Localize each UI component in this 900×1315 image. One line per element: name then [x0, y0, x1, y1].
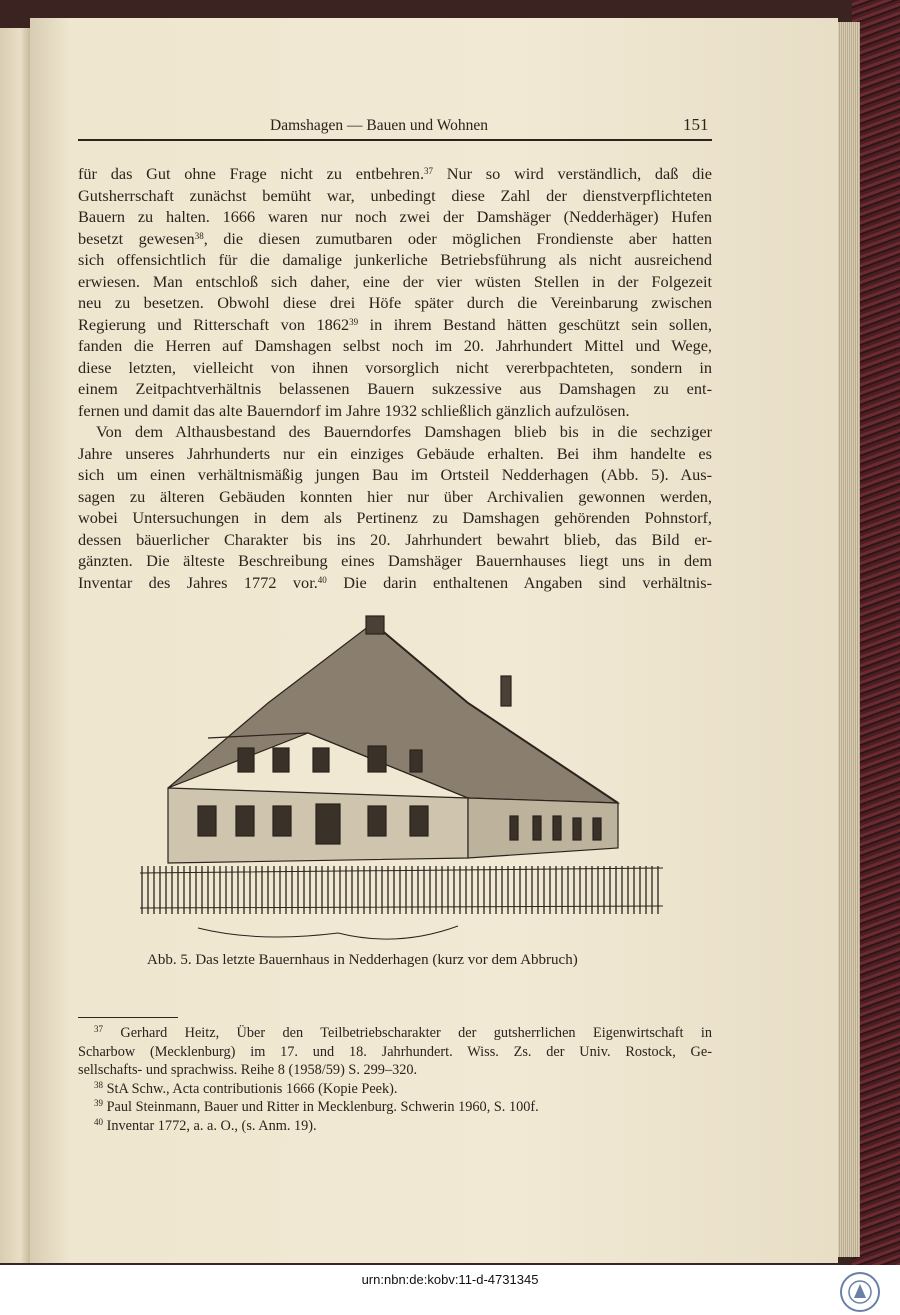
text-line	[78, 400, 712, 422]
text-segment: Jahre unseres Jahrhunderts nur ein einziges Gebäude erhalten. Bei ihm handelte es	[78, 443, 712, 463]
footnote-line	[78, 1098, 712, 1117]
text-segment: wobei Untersuchungen in dem als Pertinenz zu Damshagen gehörenden Pohnstorf,	[78, 508, 712, 527]
text-line	[78, 249, 712, 271]
text-segment: neu zu besetzen. Obwohl diese drei Höfe später durch die Vereinbarung zwischen	[78, 293, 712, 312]
footnote-rule	[78, 1017, 178, 1018]
page-number: 151	[683, 115, 709, 134]
footnote-marker[interactable]: 39	[94, 1098, 103, 1109]
text-segment: Die darin enthaltenen Angaben sind verhältnis-	[326, 572, 713, 592]
footnote-line	[78, 1061, 712, 1080]
text-line	[78, 443, 712, 465]
text-segment: in ihrem Bestand hätten geschützt sein sollen,	[358, 314, 712, 334]
chimney-rear	[501, 676, 511, 706]
text-line	[78, 486, 712, 508]
text-line	[78, 271, 712, 293]
text-segment: für das Gut ohne Frage nicht zu entbehren.	[78, 164, 425, 183]
text-line	[78, 464, 712, 486]
text-line	[78, 335, 712, 357]
text-segment: Inventar 1772, a. a. O., (s. Anm. 19).	[103, 1117, 317, 1134]
footnote-marker[interactable]: 37	[94, 1024, 103, 1034]
chimney	[366, 616, 384, 634]
text-segment: sich offensichtlich für die damalige junkerliche Betriebsführung als nicht ausreichend	[78, 250, 712, 269]
footnote-line	[78, 1024, 712, 1043]
text-segment: gänzten. Die älteste Beschreibung eines Damshäger Bauernhauses liegt uns in dem	[78, 551, 712, 570]
text-segment: Regierung und Ritterschaft von 1862	[78, 314, 350, 334]
footnote-marker[interactable]: 37	[424, 166, 434, 176]
text-segment: Nur so wird verständlich, daß die	[433, 164, 713, 183]
footnote-line	[78, 1117, 712, 1136]
footnote-line	[78, 1080, 712, 1099]
text-segment: Von dem Althausbestand des Bauerndorfes Damshagen blieb bis in die sechziger	[96, 422, 712, 441]
text-segment: Bauern zu halten. 1666 waren nur noch zwei der Damshäger (Nedderhäger) Hufen	[78, 207, 712, 226]
figure-caption: Abb. 5. Das letzte Bauernhaus in Nedderhagen (kurz vor dem Abbruch)	[147, 952, 578, 968]
footnote-line	[78, 1043, 712, 1062]
text-segment: sellschafts- und sprachwiss. Reihe 8 (1958/59) S. 299–320.	[78, 1062, 418, 1079]
text-line	[78, 206, 712, 228]
text-line	[78, 529, 712, 551]
header-rule	[78, 139, 712, 141]
text-segment: Gutsherrschaft zunächst bemüht war, unbedingt diese Zahl der dienstverpflichteten	[78, 185, 712, 205]
text-line	[78, 292, 712, 314]
text-segment: Inventar des Jahres 1772 vor.	[78, 572, 318, 592]
body-text	[78, 163, 712, 593]
footnote-marker[interactable]: 40	[94, 1116, 103, 1127]
house-illustration	[138, 608, 668, 948]
running-title: Damshagen — Bauen und Wohnen	[270, 117, 489, 134]
text-line	[78, 421, 712, 443]
text-segment: besetzt gewesen	[78, 228, 195, 248]
footnote-marker[interactable]: 38	[94, 1079, 103, 1090]
text-segment: fernen und damit das alte Bauerndorf im Jahre 1932 schließlich gänzlich aufzulösen.	[78, 400, 630, 420]
footnote-marker[interactable]: 38	[194, 230, 204, 241]
text-segment: erwiesen. Man entschloß sich daher, eine der vier wüsten Stellen in der Folgezeit	[78, 271, 712, 291]
text-segment: StA Schw., Acta contributionis 1666 (Kopie Peek).	[103, 1080, 398, 1097]
text-segment: Scharbow (Mecklenburg) im 17. und 18. Jahrhundert. Wiss. Zs. der Univ. Rostock, Ge-	[78, 1043, 712, 1060]
text-segment: diese letzten, vielleicht von ihnen vorsorglich nicht vererbpachteten, sondern in	[78, 357, 712, 377]
footnote-marker[interactable]: 40	[317, 574, 327, 585]
text-segment: fanden die Herren auf Damshagen selbst noch im 20. Jahrhundert Mittel und Wege,	[78, 336, 712, 355]
text-segment: einem Zeitpachtverhältnis belassenen Bauern sukzessive aus Damshagen zu ent-	[78, 379, 712, 398]
text-line	[78, 357, 712, 379]
text-segment: sagen zu älteren Gebäuden konnten hier nur über Archivalien gewonnen werden,	[78, 486, 712, 506]
urn-identifier: urn:nbn:de:kobv:11-d-4731345	[361, 1272, 539, 1287]
text-line	[78, 228, 712, 250]
text-segment: sich um einen verhältnismäßig jungen Bau im Ortsteil Nedderhagen (Abb. 5). Aus-	[78, 465, 712, 484]
university-seal-logo	[838, 1270, 882, 1314]
text-segment: dessen bäuerlicher Charakter bis ins 20. Jahrhundert bewahrt blieb, das Bild er-	[78, 529, 712, 549]
roof	[168, 623, 618, 803]
text-line	[78, 378, 712, 400]
text-segment: Gerhard Heitz, Über den Teilbetriebscharakter der gutsherrlichen Eigenwirtschaft in	[103, 1025, 712, 1041]
text-line	[78, 163, 712, 185]
text-line	[78, 572, 712, 594]
text-line	[78, 185, 712, 207]
text-segment: Paul Steinmann, Bauer und Ritter in Mecklenburg. Schwerin 1960, S. 100f.	[103, 1099, 539, 1116]
text-line	[78, 314, 712, 336]
footnote-marker[interactable]: 39	[349, 316, 359, 327]
text-segment: , die diesen zumutbaren oder möglichen Frondienste aber hatten	[203, 228, 712, 248]
footnotes	[78, 1024, 712, 1136]
fence	[140, 868, 663, 908]
text-line	[78, 550, 712, 572]
text-line	[78, 507, 712, 529]
left-page-sliver	[0, 28, 34, 1263]
